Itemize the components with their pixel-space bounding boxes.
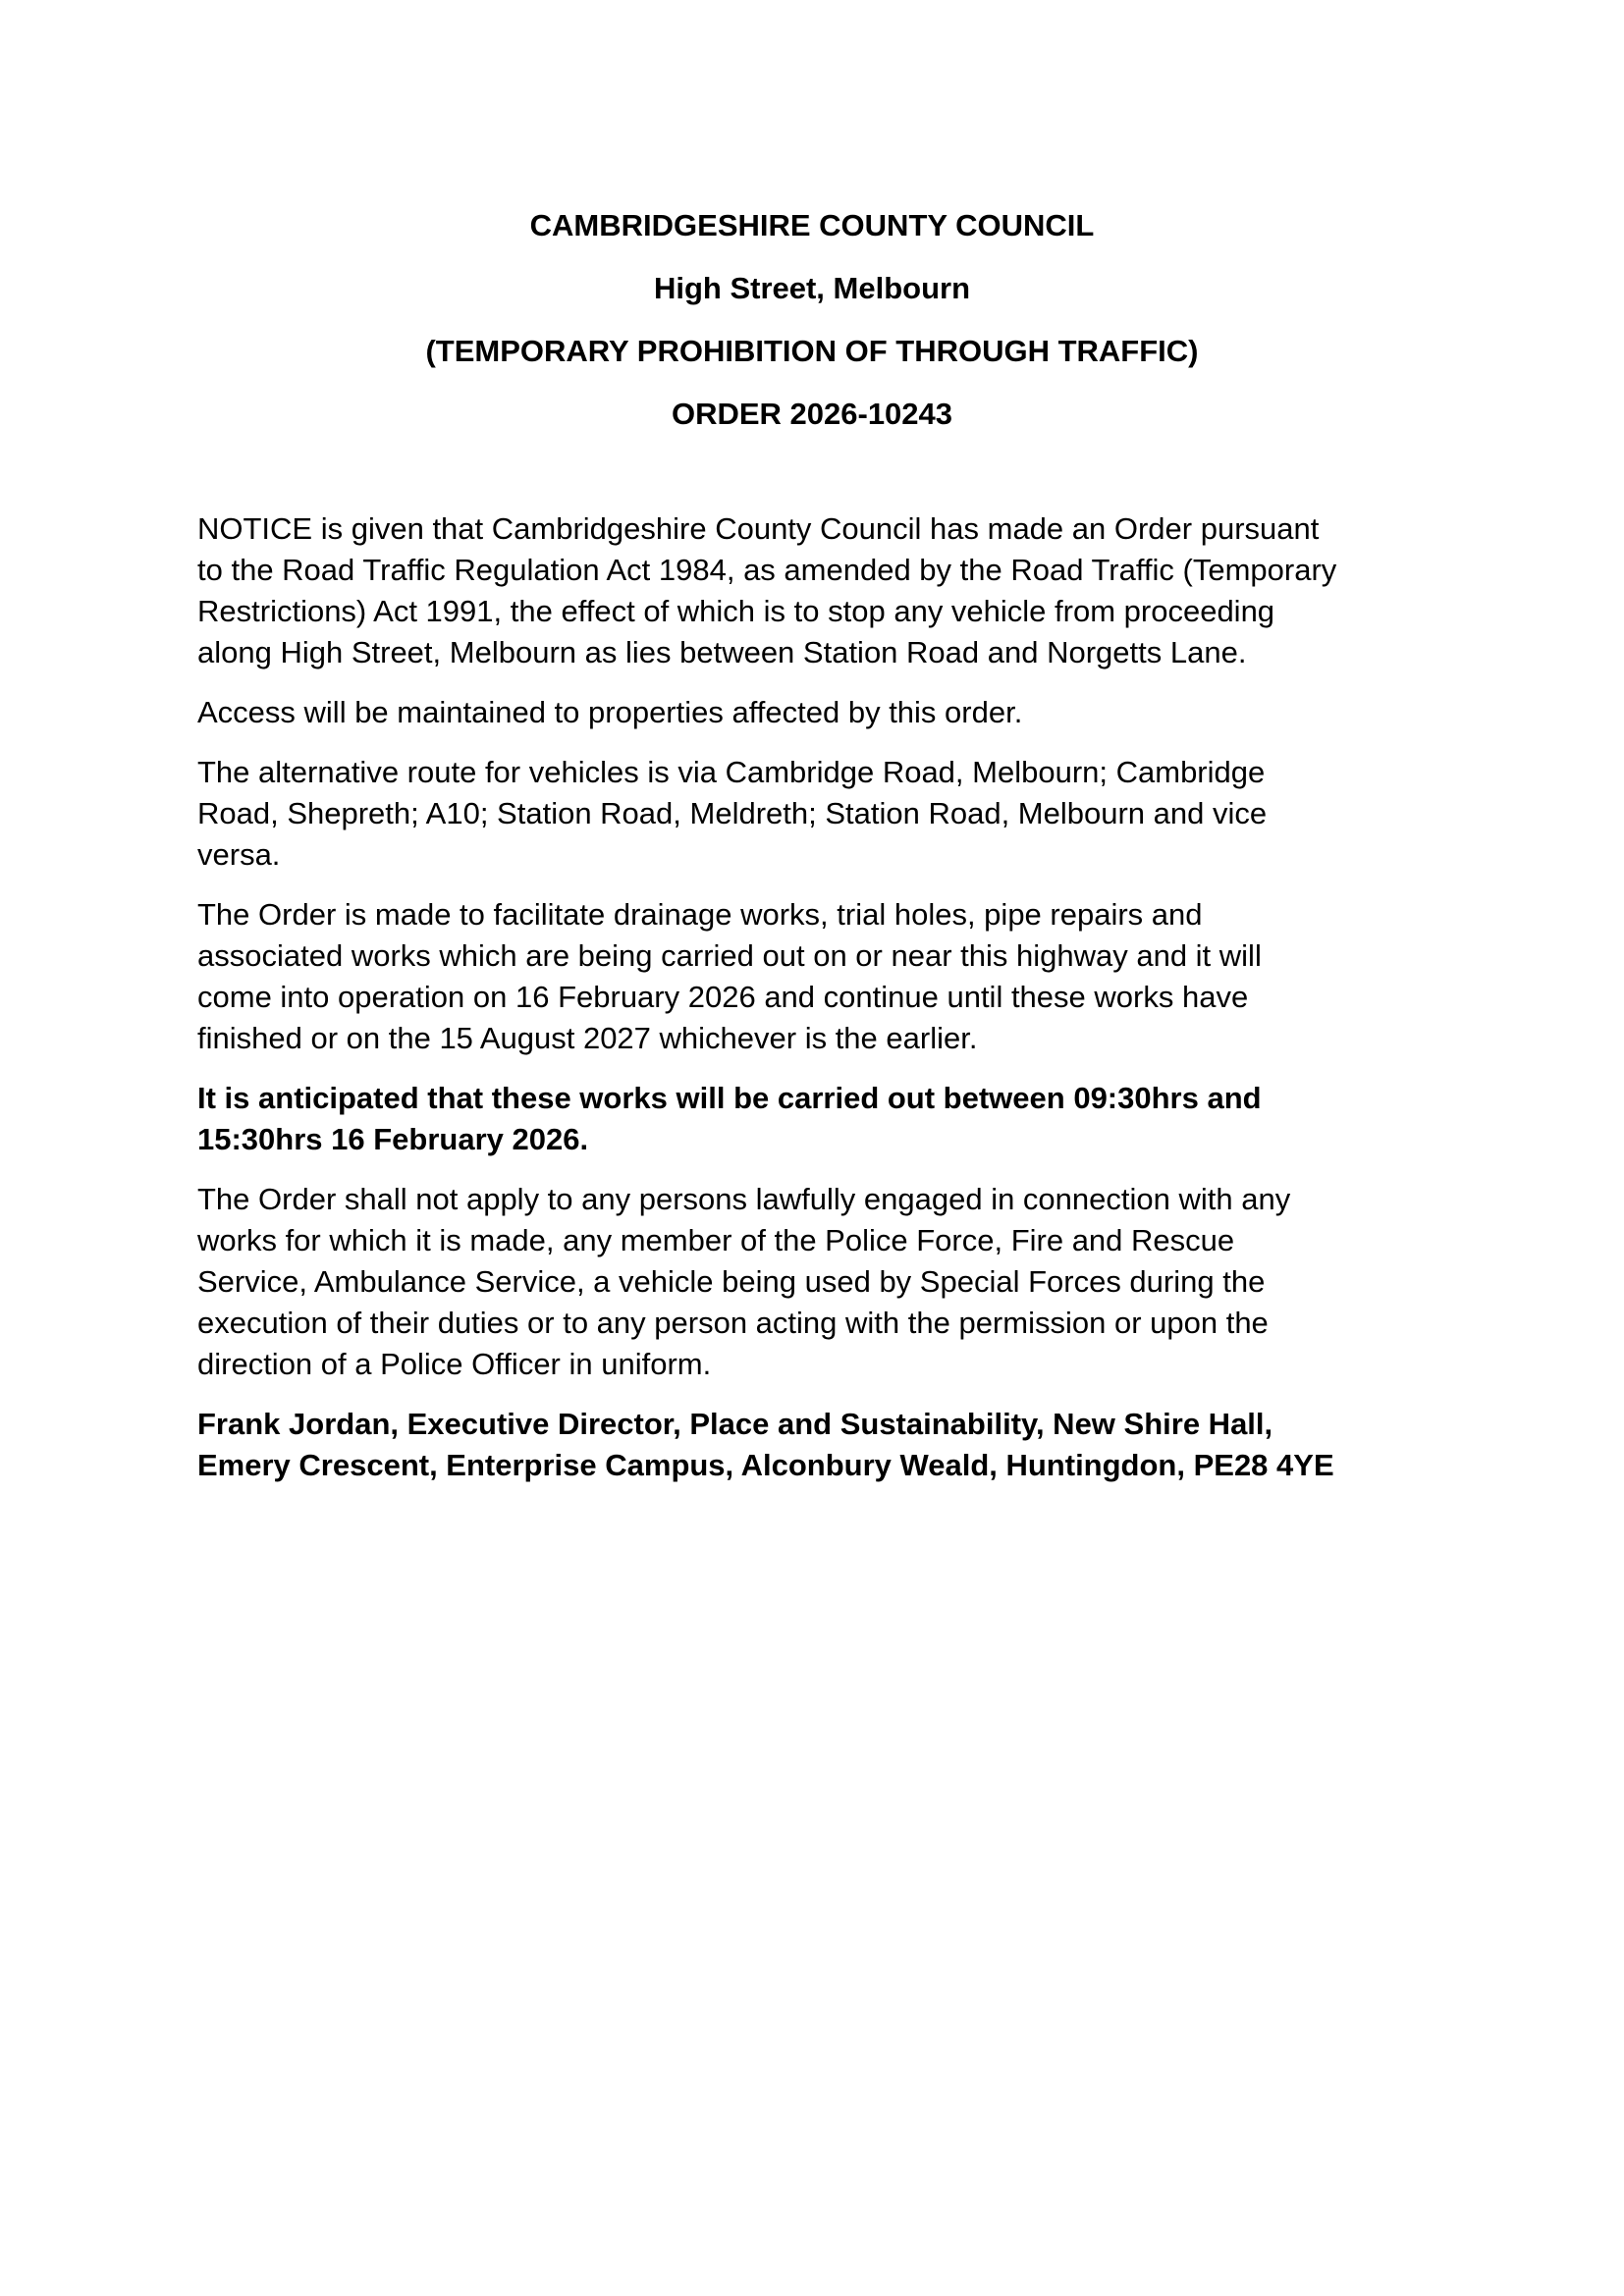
purpose-paragraph: The Order is made to facilitate drainage works, trial holes, pipe repairs and associated works which are being carried out on or near this highway and it will come into operation on 16 February 2026 and continue until these works have finished or on the 15 August 2027 whichever is the earlier. <box>197 897 1262 1055</box>
notice-header <box>0 194 1624 446</box>
signatory-paragraph: Frank Jordan, Executive Director, Place and Sustainability, New Shire Hall, Emery Crescent, Enterprise Campus, Alconbury Weald, Huntingdon, PE28 4YE <box>197 1407 1334 1482</box>
exemptions-paragraph: The Order shall not apply to any persons lawfully engaged in connection with any works for which it is made, any member of the Police Force, Fire and Rescue Service, Ambulance Service, a vehicle being used by Special Forces during the execution of their duties or to any person acting with the permission or upon the direction of a Police Officer in uniform. <box>197 1182 1291 1381</box>
notice-body <box>197 508 1464 1505</box>
access-paragraph: Access will be maintained to properties affected by this order. <box>197 695 1023 729</box>
anticipated-works-paragraph: It is anticipated that these works will be carried out between 09:30hrs and 15:30hrs 16 February 2026. <box>197 1081 1262 1156</box>
notice-paragraph: NOTICE is given that Cambridgeshire County Council has made an Order pursuant to the Road Traffic Regulation Act 1984, as amended by the Road Traffic (Temporary Restrictions) Act 1991, the effect of which is to stop any vehicle from proceeding along High Street, Melbourn as lies between Station Road and Norgetts Lane. <box>197 511 1337 669</box>
council-name: CAMBRIDGESHIRE COUNTY COUNCIL <box>529 208 1095 242</box>
alternative-route-paragraph: The alternative route for vehicles is via Cambridge Road, Melbourn; Cambridge Road, Shepreth; A10; Station Road, Meldreth; Station Road, Melbourn and vice versa. <box>197 755 1268 872</box>
order-number: ORDER 2026-10243 <box>671 397 953 431</box>
order-type: (TEMPORARY PROHIBITION OF THROUGH TRAFFIC) <box>425 334 1199 368</box>
street-name: High Street, Melbourn <box>653 271 971 305</box>
